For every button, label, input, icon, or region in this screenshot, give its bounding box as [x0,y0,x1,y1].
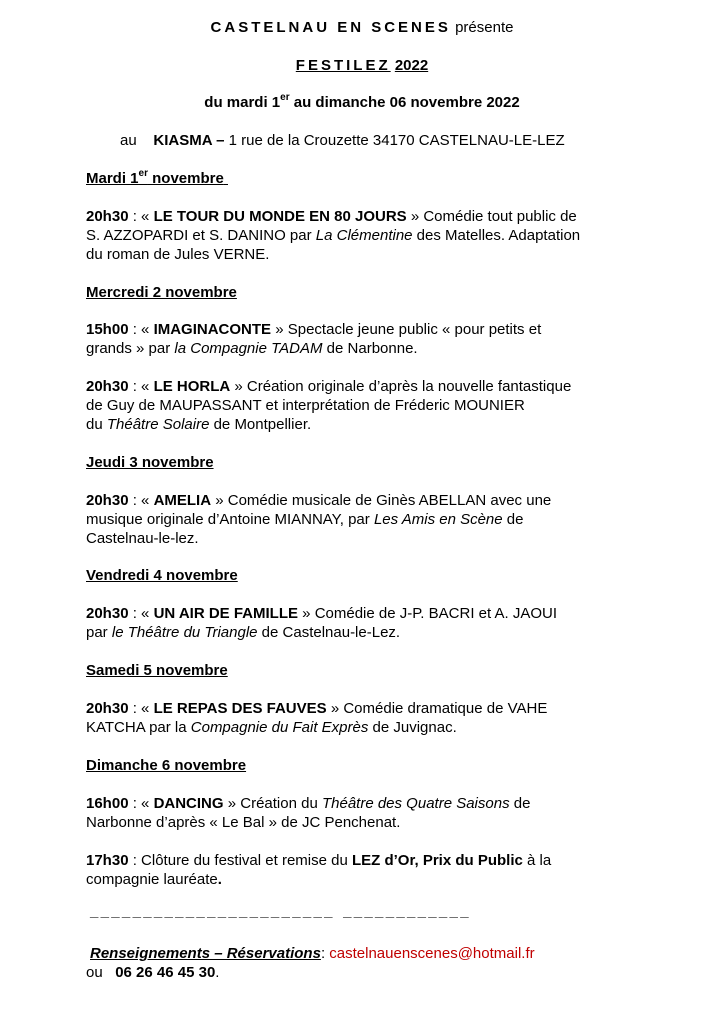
event-desc: S. AZZOPARDI et S. DANINO par [86,227,316,244]
header-org-line [0,19,724,37]
event-name: IMAGINACONTE [153,321,272,338]
contact-email[interactable]: castelnauenscenes@hotmail.fr [329,945,535,962]
reservation-label: Renseignements – Réservations [90,945,321,962]
day-heading-friday [86,567,238,585]
festival-title [0,57,724,75]
dates-part2: au dimanche 06 novembre 2022 [289,94,520,111]
event-desc: » Création originale d’après la nouvelle fantastique [230,378,572,395]
event-desc: » Comédie dramatique de VAHE [326,700,548,717]
day-heading-wednesday [86,284,237,302]
day-title-rest: novembre [147,170,224,187]
day-title-sup: er [138,168,148,179]
event-quote-open: : « [128,492,154,509]
event-line [86,340,418,358]
event-desc: » Comédie de J-P. BACRI et A. JAOUI [298,605,558,622]
separator-right: ____________ [343,903,471,920]
event-line [86,852,551,870]
event-line [86,416,311,434]
event-quote-open: : « [128,605,154,622]
event-desc: du [86,416,107,433]
event-time: 20h30 [86,700,129,717]
event-quote-open: : « [128,208,154,225]
event-desc: de [502,511,524,528]
event-quote-open: : « [128,378,154,395]
company-name: Théâtre Solaire [106,416,210,433]
event-time: 20h30 [86,605,129,622]
event-line [86,871,222,889]
event-name: AMELIA [153,492,212,509]
event-line [86,492,551,510]
event-desc: de Narbonne. [322,340,418,357]
day-heading-sunday [86,757,246,775]
event-desc: grands » par [86,340,175,357]
organizer-name: CASTELNAU EN SCENES [210,19,451,36]
event-line [86,719,457,737]
day-heading-tuesday [86,170,228,188]
event-desc: : Clôture du festival et remise du [128,852,352,869]
reservation-line [90,945,535,963]
event-line [86,605,557,623]
dashed-separator [90,903,471,921]
event-time: 17h30 [86,852,129,869]
company-name: La Clémentine [315,227,413,244]
festival-year: 2022 [394,57,429,74]
award-name: LEZ d’Or, Prix du Public [351,852,523,869]
event-line: Narbonne d’après « Le Bal » de JC Penchenat. [86,814,401,831]
event-desc: » Création du [223,795,322,812]
or-text: ou [86,964,103,981]
event-line [86,321,541,339]
event-desc: de Castelnau-le-Lez. [257,624,401,641]
event-line: du roman de Jules VERNE. [86,246,270,263]
colon: : [320,945,330,962]
event-line [86,227,580,245]
event-name: LE HORLA [153,378,231,395]
event-quote-open: : « [128,795,154,812]
venue-address: 1 rue de la Crouzette 34170 CASTELNAU-LE-LEZ [228,132,565,149]
venue-prefix: au [120,132,137,149]
presents-text: présente [455,19,514,36]
event-time: 15h00 [86,321,129,338]
event-line [86,795,530,813]
company-name: Théâtre des Quatre Saisons [321,795,510,812]
event-desc: KATCHA par la [86,719,191,736]
event-desc: » Spectacle jeune public « pour petits et [271,321,542,338]
event-line: Castelnau-le-lez. [86,530,199,547]
event-line [86,700,547,718]
day-title: Samedi 5 novembre [86,662,228,679]
event-time: 20h30 [86,208,129,225]
event-line [86,378,571,396]
event-line [86,624,400,642]
event-quote-open: : « [128,321,154,338]
day-title: Dimanche 6 novembre [86,757,247,774]
event-desc: » Comédie tout public de [406,208,577,225]
event-line [86,511,523,529]
day-heading-thursday [86,454,214,472]
dates-part1: du mardi 1 [204,94,281,111]
event-line [86,208,577,226]
phone-line [86,964,219,982]
event-name: LE TOUR DU MONDE EN 80 JOURS [153,208,407,225]
festival-name: FESTILEZ [295,57,391,74]
event-desc: à la [522,852,552,869]
event-name: LE REPAS DES FAUVES [153,700,327,717]
day-title-main: Mardi 1 [86,170,139,187]
dates-sup: er [280,92,290,103]
company-name: Les Amis en Scène [373,511,503,528]
event-time: 20h30 [86,378,129,395]
event-desc: » Comédie musicale de Ginès ABELLAN avec une [211,492,552,509]
event-desc: par [86,624,112,641]
event-line: de Guy de MAUPASSANT et interprétation de Fréderic MOUNIER [86,397,525,414]
festival-dates [0,94,724,112]
day-title: Vendredi 4 novembre [86,567,238,584]
event-name: UN AIR DE FAMILLE [153,605,299,622]
company-name: Compagnie du Fait Exprès [190,719,369,736]
event-desc: des Matelles. Adaptation [412,227,581,244]
final-period: . [217,871,222,888]
event-desc: musique originale d’Antoine MIANNAY, par [86,511,374,528]
day-title: Jeudi 3 novembre [86,454,214,471]
contact-phone[interactable]: 06 26 46 45 30 [115,964,216,981]
event-desc: compagnie lauréate [86,871,218,888]
period: . [215,964,220,981]
event-desc: de Juvignac. [368,719,457,736]
event-desc: de Montpellier. [209,416,312,433]
event-name: DANCING [153,795,224,812]
separator-left: _______________________ [90,903,335,920]
event-desc: de [509,795,531,812]
event-time: 16h00 [86,795,129,812]
event-quote-open: : « [128,700,154,717]
company-name: le Théâtre du Triangle [111,624,258,641]
day-heading-saturday [86,662,228,680]
day-title: Mercredi 2 novembre [86,284,237,301]
venue-line [120,132,565,150]
venue-name: KIASMA – [153,132,225,149]
event-time: 20h30 [86,492,129,509]
company-name: la Compagnie TADAM [174,340,323,357]
